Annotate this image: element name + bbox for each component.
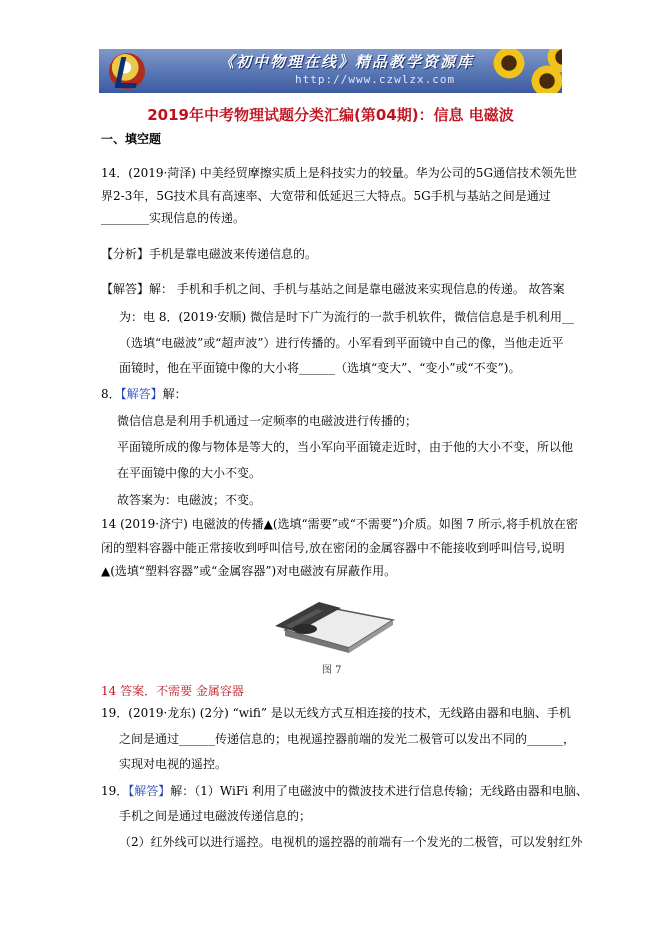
banner-site-name: 《初中物理在线》精品教学资源库 [219, 53, 475, 71]
question-19-line3: 实现对电视的遥控。 [119, 757, 228, 771]
analysis-text: 【分析】手机是靠电磁波来传递信息的。 [101, 247, 318, 261]
answer-14b: 14 答案．不需要 金属容器 [101, 684, 244, 698]
question-19-line1: 19．(2019·龙东) (2分) “wifi” 是以无线方式互相连接的技术，无线路由器和电脑、手机 [101, 706, 571, 720]
question-14-line2: 界2-3年，5G技术具有高速率、大宽带和低延迟三大特点。5G手机与基站之间是通过 [101, 189, 551, 203]
answer-14-line1: 【解答】解： 手机和手机之间、手机与基站之间是靠电磁波来实现信息的传递。 故答案 [101, 282, 565, 296]
question-14-line3: ________实现信息的传递。 [101, 211, 246, 225]
answer-8-line1: 微信信息是利用手机通过一定频率的电磁波进行传播的； [117, 414, 418, 428]
page-title: 2019年中考物理试题分类汇编(第04期)：信息 电磁波 [147, 106, 514, 124]
answer-14-line2: 为：电 8．(2019·安顺) 微信是时下广为流行的一款手机软件，微信信息是手机利用__ [119, 310, 574, 324]
answer-8-heading-rest: 解： [162, 387, 187, 401]
answer-19-line2: 手机之间是通过电磁波传递信息的； [119, 809, 312, 823]
answer-8-number: 8． [101, 387, 121, 401]
figure-caption: 图 7 [322, 665, 342, 676]
answer-14-line4: 面镜时，他在平面镜中像的大小将______（选填“变大”、“变小”或“不变”)。 [119, 361, 521, 375]
figure-7-phone-container-image [271, 596, 395, 656]
question-14b-line1: 14 (2019·济宁) 电磁波的传播▲(选填“需要”或“不需要”)介质。如图 7 所示,将手机放在密 [101, 517, 578, 531]
sunflower-icon [491, 49, 527, 81]
answer-8-line2: 平面镜所成的像与物体是等大的，当小军向平面镜走近时，由于他的大小不变，所以他 [117, 440, 574, 454]
answer-19-line3: （2）红外线可以进行遥控。电视机的遥控器的前端有一个发光的二极管，可以发射红外 [119, 835, 583, 849]
answer-14-line3: （选填“电磁波”或“超声波”）进行传播的。小军看到平面镜中自己的像，当他走近平 [119, 336, 564, 350]
answer-8-heading [101, 387, 187, 401]
answer-8-tag: 【解答】 [120, 387, 163, 401]
banner-site-url: http://www.czwlzx.com [295, 73, 456, 86]
answer-19-line1-rest: 解：（1）WiFi 利用了电磁波中的微波技术进行信息传输；无线路由器和电脑、 [170, 784, 588, 798]
site-banner [99, 49, 562, 93]
answer-19-number: 19． [101, 784, 129, 798]
answer-19-tag: 【解答】 [128, 784, 171, 798]
question-14-line1: 14．(2019·菏泽) 中美经贸摩擦实质上是科技实力的较量。华为公司的5G通信技术领先世 [101, 166, 578, 180]
question-14b-line3: ▲(选填“塑料容器”或“金属容器”)对电磁波有屏蔽作用。 [101, 564, 397, 578]
section-heading: 一、填空题 [101, 132, 162, 146]
answer-8-line4: 故答案为：电磁波；不变。 [117, 493, 262, 507]
question-19-line2: 之间是通过______传递信息的；电视遥控器前端的发光二极管可以发出不同的______， [119, 732, 576, 746]
answer-19-line1 [101, 784, 588, 798]
question-14b-line2: 闭的塑料容器中能正常接收到呼叫信号,放在密闭的金属容器中不能接收到呼叫信号,说明 [101, 541, 565, 555]
answer-8-line3: 在平面镜中像的大小不变。 [117, 466, 262, 480]
